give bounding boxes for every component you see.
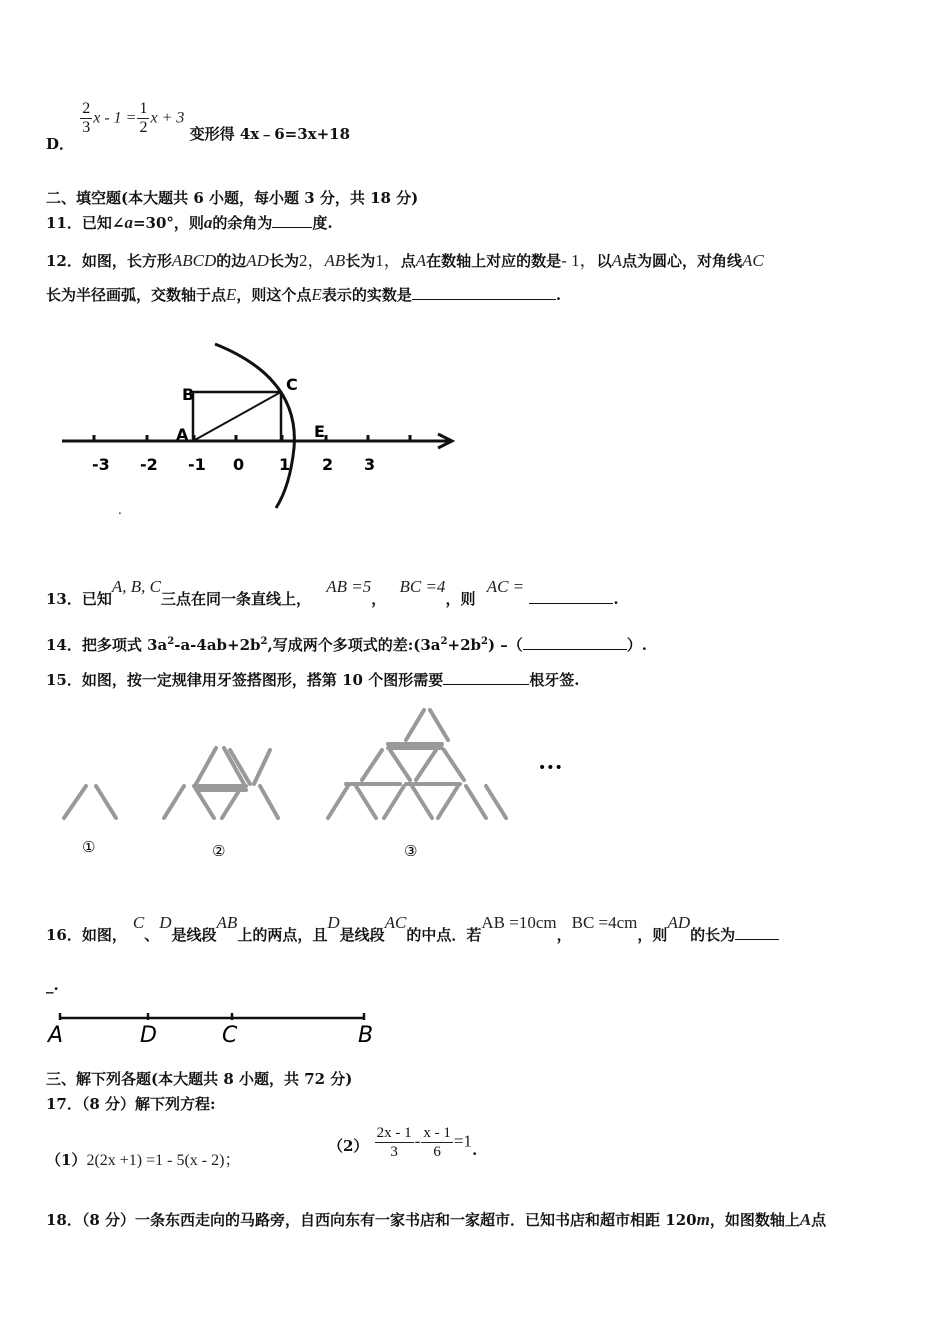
section-3-heading: 三、解下列各题(本大题共 8 小题，共 72 分) — [46, 1070, 353, 1088]
equation-end: x + 3 — [150, 109, 185, 127]
question-17-part-2: （2） $\frac{2x - 1}{3}$ - $\frac{x - 1}{6}$ =1. — [328, 1125, 478, 1160]
figure-12-number-line — [50, 338, 470, 528]
question-17-title: 17．（8 分）解下列方程: — [46, 1095, 216, 1113]
tick-label: 1 — [279, 455, 291, 474]
label-circled-2: ② — [212, 842, 226, 860]
stray-dot: . — [118, 503, 122, 517]
tick-label: -1 — [188, 455, 206, 474]
answer-blank[interactable] — [529, 589, 613, 604]
equation-mid: x - 1 = — [93, 109, 137, 127]
answer-blank[interactable] — [272, 213, 312, 228]
label-c: C — [222, 1023, 238, 1046]
label-b: B — [358, 1023, 374, 1046]
question-18: 18．（8 分）一条东西走向的马路旁，自西向东有一家书店和一家超市．已知书店和超市相距 120m，如图数轴上A点 — [46, 1210, 827, 1229]
question-11: 11．已知∠a=30°，则a的余角为 度. — [46, 213, 333, 232]
fraction-1: $\frac{2x - 1}{3}$ — [376, 1125, 412, 1160]
label-b: B — [182, 385, 195, 404]
fraction-left: $\frac{2}{3}$ — [82, 100, 91, 136]
question-13: 13．已知A, B, C三点在同一条直线上， AB =5， BC =4，则 AC = . — [46, 577, 619, 608]
tick-label: 3 — [364, 455, 376, 474]
arc-from-a — [215, 344, 294, 508]
label-d: D — [140, 1023, 157, 1046]
tick-label: 0 — [233, 455, 245, 474]
continuation-dots: ••• — [538, 760, 563, 776]
figure-15-toothpick-patterns — [50, 700, 610, 870]
tick-label: 2 — [322, 455, 334, 474]
question-12-line-1: 12．如图，长方形ABCD的边AD长为2，AB长为1，点A在数轴上对应的数是- 1，以A点为圆心，对角线AC — [46, 251, 764, 270]
answer-blank[interactable] — [735, 925, 779, 940]
label-c: C — [286, 375, 298, 394]
tick-label: -2 — [140, 455, 158, 474]
section-2-heading: 二、填空题(本大题共 6 小题，每小题 3 分，共 18 分) — [46, 189, 419, 207]
question-16-end: _. — [46, 976, 59, 994]
fraction-right: $\frac{1}{2}$ — [139, 100, 148, 136]
label-a: A — [48, 1023, 64, 1046]
pattern-1 — [64, 786, 116, 818]
question-14: 14．把多项式 $3a^2-a-4ab+2b^2$,写成两个多项式的差$:(3a^2+2b^2)$ –（ ）. — [46, 636, 648, 654]
pattern-2 — [164, 748, 278, 818]
answer-blank[interactable] — [523, 635, 627, 650]
option-d-tail: 变形得 4x﹣6=3x+18 — [189, 124, 351, 143]
option-d — [46, 100, 351, 153]
question-17-part-1: （1）2(2x +1) =1 - 5(x - 2)； — [46, 1151, 241, 1169]
question-15: 15．如图，按一定规律用牙签搭图形，搭第 10 个图形需要 根牙签. — [46, 671, 580, 689]
diagonal-ac — [193, 392, 281, 441]
answer-blank[interactable] — [443, 670, 529, 685]
label-a: A — [176, 425, 189, 444]
label-circled-3: ③ — [404, 842, 418, 860]
label-circled-1: ① — [82, 838, 96, 856]
question-16: 16．如图，C、D是线段AB上的两点，且D是线段AC的中点．若AB =10cm，BC =4cm，则AD的长为 — [46, 924, 779, 945]
fraction-2: $\frac{x - 1}{6}$ — [423, 1125, 451, 1160]
tick-label: -3 — [92, 455, 110, 474]
question-12-line-2: 长为半径画弧，交数轴于点E，则这个点E表示的实数是 . — [46, 285, 562, 304]
option-d-label: D． — [46, 134, 75, 153]
figure-16-segment — [46, 1006, 386, 1046]
pattern-3 — [328, 710, 506, 818]
answer-blank[interactable] — [412, 285, 556, 300]
label-e: E — [314, 422, 325, 441]
